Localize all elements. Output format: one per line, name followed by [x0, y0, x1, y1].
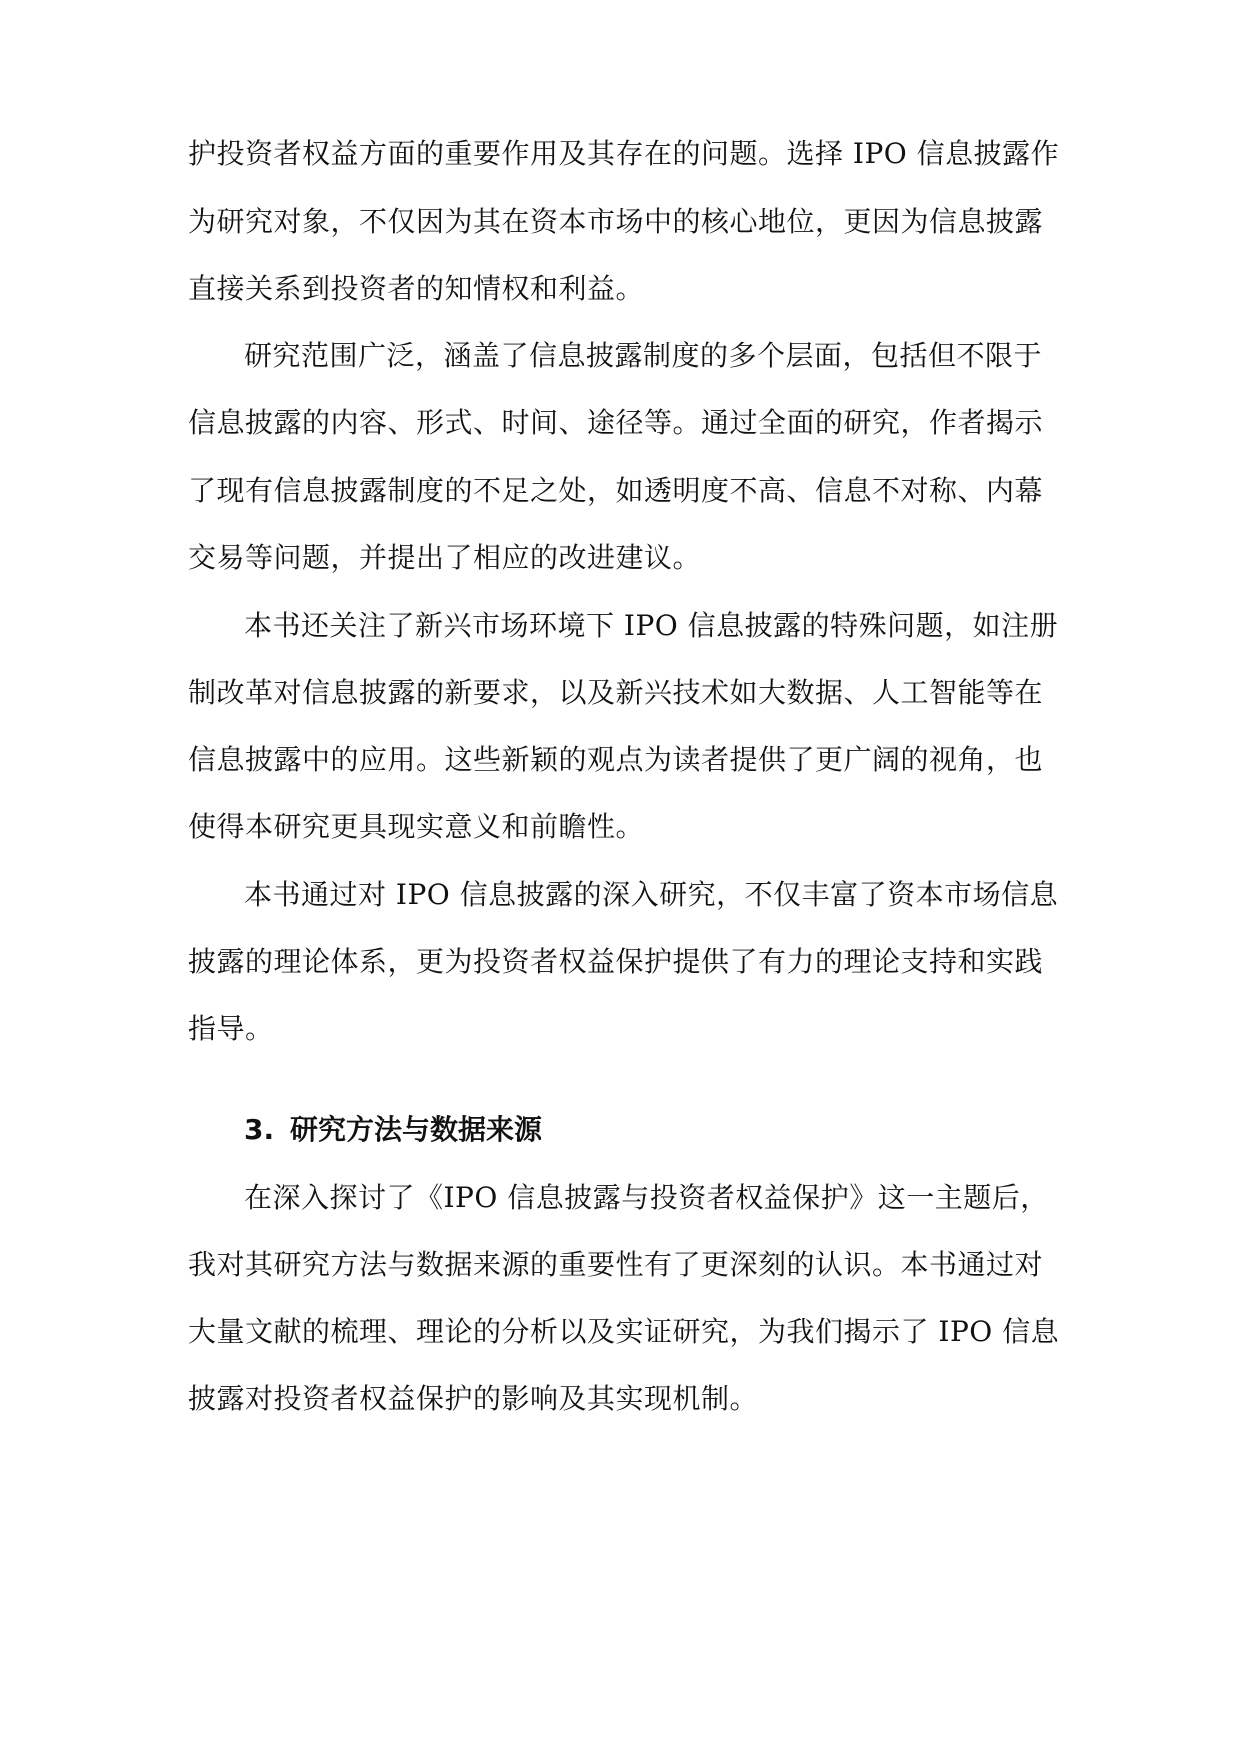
paragraph-3-line-1: 本书还关注了新兴市场环境下 IPO 信息披露的特殊问题，如注册 [244, 609, 1059, 642]
paragraph-4-line-2: 披露的理论体系，更为投资者权益保护提供了有力的理论支持和实践 [188, 945, 1044, 978]
paragraph-4-line-3: 指导。 [188, 1012, 274, 1045]
paragraph-3-line-3: 信息披露中的应用。这些新颖的观点为读者提供了更广阔的视角，也 [188, 743, 1044, 776]
paragraph-2-line-2: 信息披露的内容、形式、时间、途径等。通过全面的研究，作者揭示 [188, 406, 1044, 439]
section-paragraph-line-3: 大量文献的梳理、理论的分析以及实证研究，为我们揭示了 IPO 信息 [188, 1315, 1060, 1348]
paragraph-3-line-4: 使得本研究更具现实意义和前瞻性。 [188, 810, 645, 843]
paragraph-1-line-3: 直接关系到投资者的知情权和利益。 [188, 272, 645, 305]
section-title: 研究方法与数据来源 [290, 1113, 543, 1146]
section-heading [244, 1110, 542, 1150]
paragraph-4-line-1: 本书通过对 IPO 信息披露的深入研究，不仅丰富了资本市场信息 [244, 878, 1059, 911]
section-paragraph-line-4: 披露对投资者权益保护的影响及其实现机制。 [188, 1382, 759, 1415]
section-number: 3. [244, 1113, 275, 1146]
paragraph-2-line-4: 交易等问题，并提出了相应的改进建议。 [188, 541, 702, 574]
paragraph-2-line-3: 了现有信息披露制度的不足之处，如透明度不高、信息不对称、内幕 [188, 474, 1044, 507]
paragraph-2-line-1: 研究范围广泛，涵盖了信息披露制度的多个层面，包括但不限于 [244, 339, 1043, 372]
section-paragraph-line-1: 在深入探讨了《IPO 信息披露与投资者权益保护》这一主题后， [244, 1181, 1049, 1214]
paragraph-3-line-2: 制改革对信息披露的新要求，以及新兴技术如大数据、人工智能等在 [188, 676, 1044, 709]
paragraph-1-line-1: 护投资者权益方面的重要作用及其存在的问题。选择 IPO 信息披露作 [188, 137, 1060, 170]
paragraph-1-line-2: 为研究对象，不仅因为其在资本市场中的核心地位，更因为信息披露 [188, 205, 1044, 238]
section-paragraph-line-2: 我对其研究方法与数据来源的重要性有了更深刻的认识。本书通过对 [188, 1248, 1044, 1281]
